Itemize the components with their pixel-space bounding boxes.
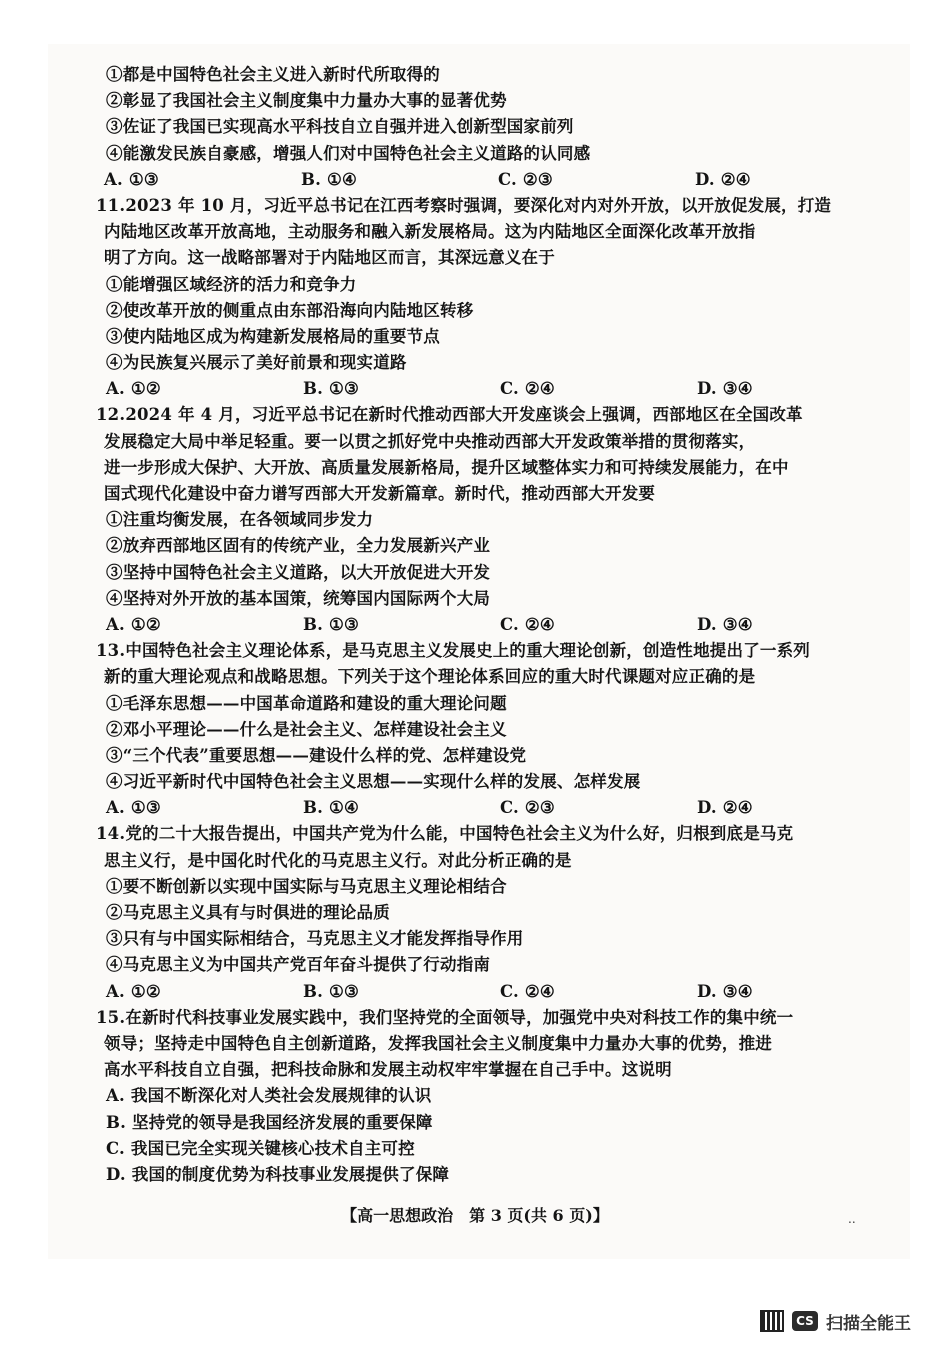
q10-statement-4: ④能激发民族自豪感，增强人们对中国特色社会主义道路的认同感 [106,143,591,163]
q15-stem-line-2: 领导；坚持走中国特色自主创新道路，发挥我国社会主义制度集中力量办大事的优势，推进 [104,1033,772,1053]
q14-statement-3: ③只有与中国实际相结合，马克思主义才能发挥指导作用 [106,929,524,949]
question-12 [96,402,864,638]
q14-choice-a[interactable]: A. ①② [106,981,161,1001]
q13-choices [96,795,864,821]
q12-statement-1: ①注重均衡发展，在各领域同步发力 [106,510,374,530]
q14-statement-2: ②马克思主义具有与时俱进的理论品质 [106,903,390,922]
q10-choice-a[interactable]: A. ①③ [104,169,159,189]
q14-stem-line-2: 思主义行，是中国化时代化的马克思主义行。对此分析正确的是 [104,850,572,870]
q12-stem-line-2: 发展稳定大局中举足轻重。要一以贯之抓好党中央推动西部大开发政策举措的贯彻落实， [104,431,756,451]
question-14 [96,821,864,1004]
q11-statement-2: ②使改革开放的侧重点由东部沿海向内陆地区转移 [106,300,474,320]
page-footer: 【高一思想政治 第 3 页(共 6 页)】 [341,1206,609,1225]
q12-stem-line-4: 国式现代化建设中奋力谱写西部大开发新篇章。新时代，推动西部大开发要 [104,484,656,503]
q13-statement-3: ③“三个代表”重要思想——建设什么样的党、怎样建设党 [106,745,527,765]
q15-stem-line-1: 15.在新时代科技事业发展实践中，我们坚持党的全面领导，加强党中央对科技工作的集中统一 [96,1007,794,1027]
question-10-tail [104,62,864,193]
q13-choice-b[interactable]: B. ①④ [303,798,360,818]
q14-stem-line-1: 14.党的二十大报告提出，中国共产党为什么能，中国特色社会主义为什么好，归根到底是马克 [96,824,794,844]
q13-choice-c[interactable]: C. ②③ [500,798,555,818]
scanner-watermark [760,1308,911,1334]
q10-choice-c[interactable]: C. ②③ [498,169,553,189]
q13-statement-1: ①毛泽东思想——中国革命道路和建设的重大理论问题 [106,693,507,713]
q13-statement-2: ②邓小平理论——什么是社会主义、怎样建设社会主义 [106,719,507,739]
q11-statement-3: ③使内陆地区成为构建新发展格局的重要节点 [106,326,440,346]
q12-choice-b[interactable]: B. ①③ [303,614,360,634]
q12-number: 12. [96,405,126,425]
q15-stem-line-3: 高水平科技自立自强，把科技命脉和发展主动权牢牢掌握在自己手中。这说明 [104,1060,672,1080]
q11-stem-line-2: 内陆地区改革开放高地，主动服务和融入新发展格局。这为内陆地区全面深化改革开放指 [104,222,756,242]
q13-number: 13. [96,641,126,661]
q12-choice-a[interactable]: A. ①② [106,614,161,634]
q12-choices [96,612,864,638]
q15-option-d[interactable]: D. 我国的制度优势为科技事业发展提供了保障 [106,1164,450,1184]
q10-statement-2: ②彰显了我国社会主义制度集中力量办大事的显著优势 [106,91,507,111]
q14-choice-c[interactable]: C. ②④ [500,981,555,1001]
q11-choice-a[interactable]: A. ①② [106,379,161,399]
qr-code-icon [760,1310,784,1332]
camscanner-logo-icon: CS [792,1311,818,1331]
q10-choice-b[interactable]: B. ①④ [301,169,358,189]
q13-choice-a[interactable]: A. ①③ [106,798,161,818]
q14-statement-1: ①要不断创新以实现中国实际与马克思主义理论相结合 [106,876,507,896]
q13-stem-line-2: 新的重大理论观点和战略思想。下列关于这个理论体系回应的重大时代课题对应正确的是 [104,667,756,687]
q12-choice-c[interactable]: C. ②④ [500,614,555,634]
q11-choices [96,376,864,402]
q10-statement-3: ③佐证了我国已实现高水平科技自立自强并进入创新型国家前列 [106,117,574,137]
scanner-app-name: 扫描全能王 [826,1313,911,1334]
q15-option-c[interactable]: C. 我国已完全实现关键核心技术自主可控 [106,1138,415,1158]
q11-stem-line-1: 11.2023 年 10 月，习近平总书记在江西考察时强调，要深化对内对外开放，以开放促发展，打造 [96,195,832,215]
q11-number: 11. [96,195,126,215]
q13-statement-4: ④习近平新时代中国特色社会主义思想——实现什么样的发展、怎样发展 [106,772,641,792]
q13-stem-line-1: 13.中国特色社会主义理论体系，是马克思主义发展史上的重大理论创新，创造性地提出了一系列 [96,641,811,661]
q10-choice-d[interactable]: D. ②④ [695,169,751,189]
question-11 [96,193,864,403]
q14-choice-b[interactable]: B. ①③ [303,981,360,1001]
q12-stem-line-3: 进一步形成大保护、大开放、高质量发展新格局，提升区域整体实力和可持续发展能力，在中 [104,457,789,477]
q10-choices [104,167,864,193]
question-13 [96,638,864,821]
q15-number: 15. [96,1007,126,1027]
q11-statement-1: ①能增强区域经济的活力和竞争力 [106,274,357,294]
q10-statement-1: ①都是中国特色社会主义进入新时代所取得的 [106,65,440,84]
q12-statement-3: ③坚持中国特色社会主义道路，以大开放促进大开发 [106,562,491,582]
q12-choice-d[interactable]: D. ③④ [697,614,753,634]
q11-choice-c[interactable]: C. ②④ [500,379,555,399]
q12-stem-line-1: 12.2024 年 4 月，习近平总书记在新时代推动西部大开发座谈会上强调，西部地区在全国改革 [96,405,803,425]
q11-choice-b[interactable]: B. ①③ [303,379,360,399]
q14-choices [96,979,864,1005]
q14-number: 14. [96,824,126,844]
q11-statement-4: ④为民族复兴展示了美好前景和现实道路 [106,353,407,373]
q15-option-a[interactable]: A. 我国不断深化对人类社会发展规律的认识 [106,1086,432,1106]
q15-option-b[interactable]: B. 坚持党的领导是我国经济发展的重要保障 [106,1112,433,1132]
q12-statement-4: ④坚持对外开放的基本国策，统筹国内国际两个大局 [106,588,491,608]
exam-content [96,62,864,1188]
footer-mark: .. [848,1212,856,1226]
question-15 [96,1005,864,1188]
q13-choice-d[interactable]: D. ②④ [697,798,753,818]
q11-stem-line-3: 明了方向。这一战略部署对于内陆地区而言，其深远意义在于 [104,248,555,268]
q12-statement-2: ②放弃西部地区固有的传统产业，全力发展新兴产业 [106,536,491,556]
q11-choice-d[interactable]: D. ③④ [697,379,753,399]
q14-choice-d[interactable]: D. ③④ [697,981,753,1001]
q14-statement-4: ④马克思主义为中国共产党百年奋斗提供了行动指南 [106,955,491,975]
